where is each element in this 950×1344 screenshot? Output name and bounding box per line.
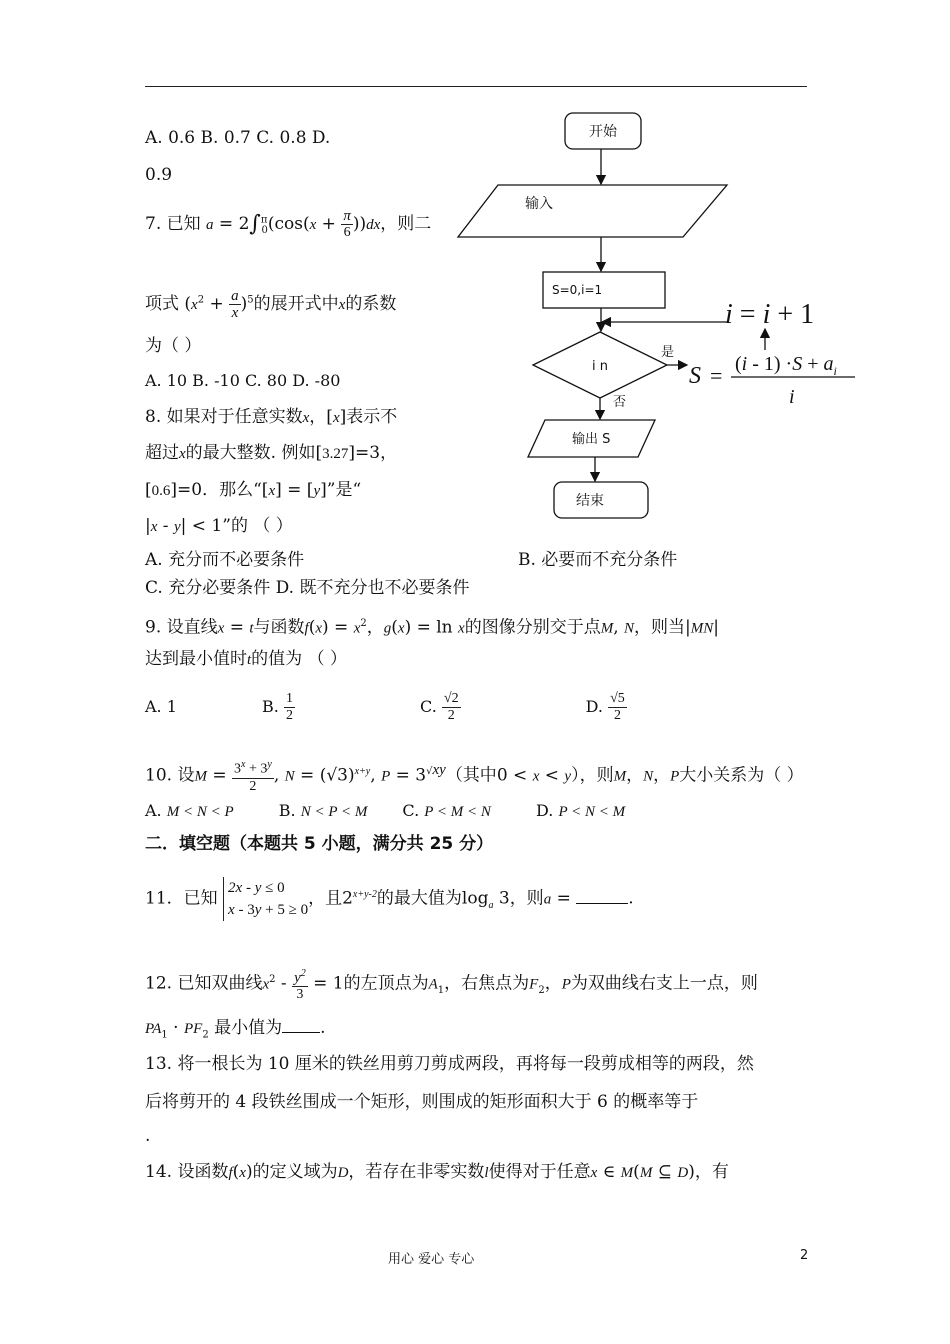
question-7-options: A. 10 B. -10 C. 80 D. -80 (145, 371, 341, 390)
question-7-line3: 为（ ） (145, 336, 202, 356)
question-7-line1: 7. 已知 a = 2∫$^\pi_0$(cos(x + $\frac{\pi}{6}$ ))dx，则二 (145, 208, 432, 240)
answer-blank-11[interactable] (576, 889, 628, 904)
question-9-options: A. 1 B. $\frac{1}{2}$ C. $\frac{√2}{2}$ D. $\frac{√5}{2}$ (145, 691, 625, 723)
question-8-line2: 超过x的最大整数. 例如[3.27]=3， (145, 443, 398, 463)
page-number: 2 (800, 1248, 809, 1263)
flow-init-label: S=0,i=1 (552, 283, 603, 297)
question-9-line1: 9. 设直线x = t与函数$f(x) = x^2$，g(x) = ln x的图像分别交于点M, N，则当|MN| (145, 617, 720, 638)
flow-input-parallelogram (458, 185, 727, 237)
question-11-line: 11．已知 2x - y ≤ 0 x - 3y + 5 ≥ 0，且$2^{x+y-2}$的最大值为$\log_a 3$，则a = . (145, 868, 634, 922)
flow-output-label: 输出 S (572, 432, 611, 447)
flow-sum-formula-lhs: S (689, 363, 701, 389)
flow-yes-label: 是 (661, 345, 675, 360)
svg-text:=: = (710, 363, 723, 388)
question-8-line1: 8. 如果对于任意实数x，[x]表示不 (145, 407, 398, 427)
question-12-line2: $PA_1 \cdot PF_2$ 最小值为 . (145, 1018, 326, 1041)
section-2-heading: 二．填空题（本题共 5 小题，满分共 25 分） (145, 834, 494, 854)
flow-increment-formula: i = i + 1 (725, 299, 815, 330)
question-14-line: 14. 设函数f(x)的定义域为D，若存在非零实数l使得对于任意x ∈ M(M ⊆ D)，有 (145, 1162, 729, 1182)
question-8-option-b: B. 必要而不充分条件 (518, 550, 678, 570)
flow-no-label: 否 (613, 395, 627, 410)
flowchart (455, 100, 865, 530)
flow-start-label: 开始 (589, 124, 617, 140)
question-8-line4: |x - y| < 1”的 （ ） (145, 516, 293, 536)
question-12-line1: 12. 已知双曲线$x^2$ - $\frac{y^2}{3}$ = 1的左顶点为$A_1$，右焦点为$F_2$，P为双曲线右支上一点，则 (145, 967, 758, 1002)
question-8-option-a: A. 充分而不必要条件 (145, 550, 305, 570)
question-13-line2: 后将剪开的 4 段铁丝围成一个矩形，则围成的矩形面积大于 6 的概率等于 (145, 1092, 699, 1112)
question-9-line2: 达到最小值时t的值为 （ ） (145, 649, 347, 669)
question-8-option-c-d: C. 充分必要条件 D. 既不充分也不必要条件 (145, 578, 470, 598)
question-10-line: 10. 设M = $\frac{3^x + 3^y}{2}$ , $N = (√3)^{x+y}$, $P = 3^{√xy}$（其中0 < x < y），则M，N，P大小关系为（ ） (145, 759, 804, 794)
flow-sum-formula-numerator: $(i - 1) \cdot S + a_i$ (735, 353, 837, 378)
flow-input-label: 输入 (525, 196, 553, 212)
question-7-line2: 项式 ($x^2$ + $\frac{a}{x}$ )$^5$的展开式中x的系数 (145, 288, 397, 321)
header-rule (145, 86, 807, 87)
flow-end-label: 结束 (576, 493, 604, 509)
footer-motto: 用心 爱心 专心 (388, 1252, 475, 1267)
answer-blank-12[interactable] (282, 1018, 320, 1033)
question-13-line1: 13. 将一根长为 10 厘米的铁丝用剪刀剪成两段，再将每一段剪成相等的两段，然 (145, 1054, 754, 1074)
flow-sum-formula-denominator: i (789, 386, 795, 408)
question-13-line3: . (145, 1126, 151, 1146)
flow-condition-label: i n (592, 359, 608, 374)
question-10-options: A. M < N < P B. N < P < M C. P < M < N D. P < N < M (145, 801, 626, 820)
question-8-line3: [0.6]=0．那么“[x] = [y]”是“ (145, 480, 362, 500)
q6-option-d-wrap: 0.9 (145, 165, 173, 185)
q6-options: A. 0.6 B. 0.7 C. 0.8 D. (145, 128, 331, 148)
